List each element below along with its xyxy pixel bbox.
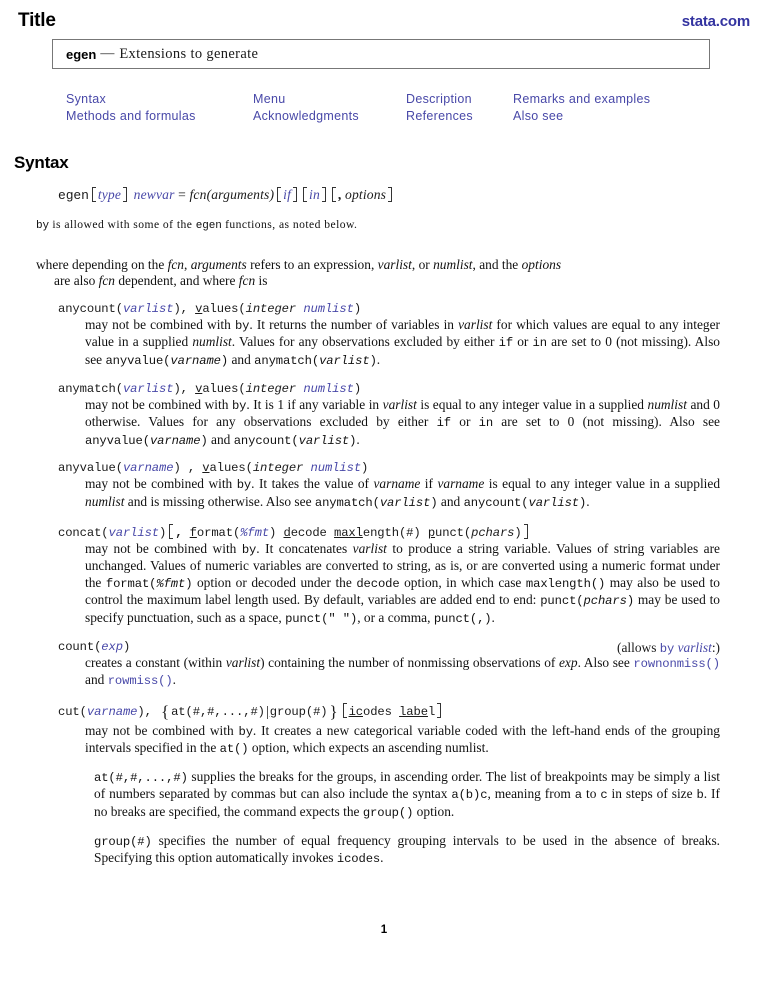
page-header xyxy=(0,0,768,32)
function-signature: anycount(varlist), values(integer numlist) xyxy=(58,301,362,316)
command-description: Extensions to generate xyxy=(119,45,259,62)
option-abbrev-punct: p xyxy=(427,525,436,540)
command-name: egen xyxy=(66,46,97,62)
syntax-if: if xyxy=(283,187,292,202)
option-abbrev-group: g xyxy=(269,704,277,719)
page-footer xyxy=(0,924,768,936)
bracket-open-icon xyxy=(277,187,281,202)
by-keyword: by xyxy=(659,641,675,656)
function-entry-anycount xyxy=(58,302,720,370)
nav-link-also-see[interactable]: Also see xyxy=(513,109,564,123)
function-entry-cut xyxy=(58,702,720,868)
option-abbrev: v xyxy=(195,381,203,396)
nav-link-references[interactable]: References xyxy=(406,109,473,123)
function-entry-concat xyxy=(58,524,720,628)
function-arg: varname xyxy=(86,704,138,719)
option-rest: alues xyxy=(202,381,239,396)
function-arg: exp xyxy=(101,639,123,654)
bracket-open-icon xyxy=(332,187,336,202)
nav-link-menu[interactable]: Menu xyxy=(253,92,286,106)
option-arg-numlist: numlist xyxy=(303,301,354,316)
syntax-egen-keyword: egen xyxy=(58,188,89,203)
function-description: may not be combined with by. It takes the value of varname if varname is equal to any integer value in a supplied numlist and is missing otherwise. Also see anymatch(varlist) and anycount(varlist). xyxy=(85,476,721,510)
function-arg: varlist xyxy=(122,301,174,316)
bracket-close-icon xyxy=(293,187,297,202)
option-arg-integer: integer xyxy=(245,381,297,396)
function-description: creates a constant (within varlist) containing the number of nonmissing observations of exp. Also see rownonmiss() and rowmiss(). xyxy=(85,654,720,689)
section-nav-links xyxy=(66,91,768,125)
section-heading-syntax: Syntax xyxy=(14,153,69,172)
option-arg-integer: integer xyxy=(252,461,304,476)
nav-link-methods-and-formulas[interactable]: Methods and formulas xyxy=(66,109,196,123)
option-rest-label: l xyxy=(427,704,436,719)
option-rest: alues xyxy=(209,461,246,476)
where-paragraph: where depending on the fcn, arguments refers to an expression, varlist, or numlist, and the options are also fcn dependent, and where fcn is xyxy=(36,256,562,289)
option-rest-format: ormat xyxy=(196,525,233,540)
function-description: may not be combined with by. It returns the number of variables in varlist for which values are equal to any integer value in a supplied numlist. Values for any observations excluded by either if or in are set to 0 (not missing). Also see anyvalue(varname) and anymatch(varlist). xyxy=(85,316,720,368)
command-title-box xyxy=(52,39,710,69)
syntax-in: in xyxy=(309,187,320,202)
bracket-open-icon xyxy=(303,187,307,202)
page-title: Title xyxy=(18,10,56,31)
option-abbrev-decode: d xyxy=(283,525,291,540)
option-arg-maxlength: (#) xyxy=(398,525,421,540)
function-arg: varname xyxy=(122,461,174,476)
syntax-comma: , xyxy=(337,187,342,202)
function-signature: cut(varname), { at(#,#,...,#)|group(#) } icodes label xyxy=(58,702,720,722)
bracket-close-icon xyxy=(123,187,127,202)
nav-link-acknowledgments[interactable]: Acknowledgments xyxy=(253,109,359,123)
option-rest-icodes: odes xyxy=(363,704,392,719)
varlist-token: varlist xyxy=(677,639,712,655)
option-at: at(#,#,...,#) xyxy=(171,704,265,719)
function-name-concat: concat xyxy=(58,525,102,540)
function-signature: concat(varlist) , format(%fmt) decode maxlength(#) punct(pchars) xyxy=(58,524,720,540)
function-signature: anymatch(varlist), values(integer numlist) xyxy=(58,381,362,396)
function-sub-description-at: at(#,#,...,#) supplies the breaks for the groups, in ascending order. The list of breakpoints may be simply a list of numbers separated by commas but can also include the syntax a(b)c, meaning from a to c in steps of size b. If no breaks are specified, the command expects the group() option. xyxy=(94,768,720,821)
option-rest-decode: ecode xyxy=(290,525,327,540)
em-dash: — xyxy=(100,46,115,61)
brace-open-icon: { xyxy=(161,701,170,721)
option-abbrev-maxlength: maxl xyxy=(334,525,363,540)
pipe-icon: | xyxy=(265,703,269,720)
option-arg-integer: integer xyxy=(245,301,297,316)
option-rest-group: roup(#) xyxy=(277,704,328,719)
syntax-arguments: (arguments) xyxy=(206,187,275,202)
function-signature: count(exp) (allows by varlist:) xyxy=(58,639,720,656)
syntax-fcn: fcn xyxy=(189,187,207,202)
option-arg-numlist: numlist xyxy=(310,461,362,476)
function-signature: anyvalue(varname) , values(integer numlist) xyxy=(58,461,369,476)
option-rest-punct: unct xyxy=(435,525,464,540)
function-arg: varlist xyxy=(108,525,160,540)
bracket-close-icon xyxy=(524,524,528,539)
nav-link-description[interactable]: Description xyxy=(406,92,472,106)
option-arg-fmt: %fmt xyxy=(240,525,270,540)
option-rest-maxlength: ength xyxy=(362,525,399,540)
option-abbrev-label: labe xyxy=(399,704,428,719)
by-keyword: by xyxy=(36,220,50,232)
syntax-newvar: newvar xyxy=(133,187,175,202)
option-rest: alues xyxy=(202,301,239,316)
syntax-options: options xyxy=(345,187,387,202)
function-arg: varlist xyxy=(122,381,174,396)
bracket-close-icon xyxy=(388,187,392,202)
bracket-close-icon xyxy=(322,187,326,202)
bracket-open-icon xyxy=(92,187,96,202)
bracket-open-icon xyxy=(169,524,173,539)
function-name-count: count xyxy=(58,639,95,654)
function-description: may not be combined with by. It creates a new categorical variable coded with the left-hand ends of the grouping intervals specified in the at() option, which expects an ascending numlist. xyxy=(85,722,720,757)
function-description: may not be combined with by. It is 1 if any variable in varlist is equal to any integer value in a supplied numlist and 0 otherwise. Values for any observations excluded by either if or in are set to 0 (not missing). Also see anyvalue(varname) and anycount(varlist). xyxy=(85,396,720,448)
syntax-type: type xyxy=(97,187,122,202)
option-arg-pchars: pchars xyxy=(471,525,515,540)
function-name-anycount: anycount xyxy=(58,301,116,316)
bracket-close-icon xyxy=(437,703,441,718)
option-abbrev-format: f xyxy=(189,525,197,540)
stata-com-link[interactable]: stata.com xyxy=(681,13,750,30)
function-sub-description-group: group(#) specifies the number of equal frequency grouping intervals to be used in the absence of breaks. Specifying this option automatically invokes icodes. xyxy=(94,832,720,867)
brace-close-icon: } xyxy=(329,701,338,721)
function-name-cut: cut xyxy=(58,704,80,719)
function-entry-anymatch xyxy=(58,382,720,450)
by-allowed-note: by is allowed with some of the egen functions, as noted below. xyxy=(36,218,358,232)
function-name-anymatch: anymatch xyxy=(58,381,116,396)
bracket-open-icon xyxy=(343,703,347,718)
option-arg-numlist: numlist xyxy=(303,381,354,396)
function-name-anyvalue: anyvalue xyxy=(58,461,116,476)
function-entry-count xyxy=(58,640,720,690)
nav-link-remarks-and-examples[interactable]: Remarks and examples xyxy=(513,92,651,106)
syntax-command-line xyxy=(58,187,768,203)
option-abbrev: v xyxy=(195,301,203,316)
option-abbrev-icodes: ic xyxy=(348,704,363,719)
option-abbrev: v xyxy=(202,461,210,476)
page-number: 1 xyxy=(380,924,388,936)
allows-by-note: (allows by varlist:) xyxy=(617,639,720,656)
syntax-equals: = xyxy=(178,187,186,202)
egen-keyword: egen xyxy=(195,220,222,232)
function-description: may not be combined with by. It concatenates varlist to produce a string variable. Values of string variables are unchanged. Values of numeric variables are converted to string, as is, or are converted using a numeric format under the format(%fmt) option or decoded under the decode option, in which case maxlength() may also be used to control the maximum label length used. By default, variables are added end to end: punct(pchars) may be used to specify punctuation, such as a space, punct(" "), or a comma, punct(,). xyxy=(85,540,721,626)
function-entry-anyvalue xyxy=(58,461,720,511)
nav-link-syntax[interactable]: Syntax xyxy=(66,92,107,106)
